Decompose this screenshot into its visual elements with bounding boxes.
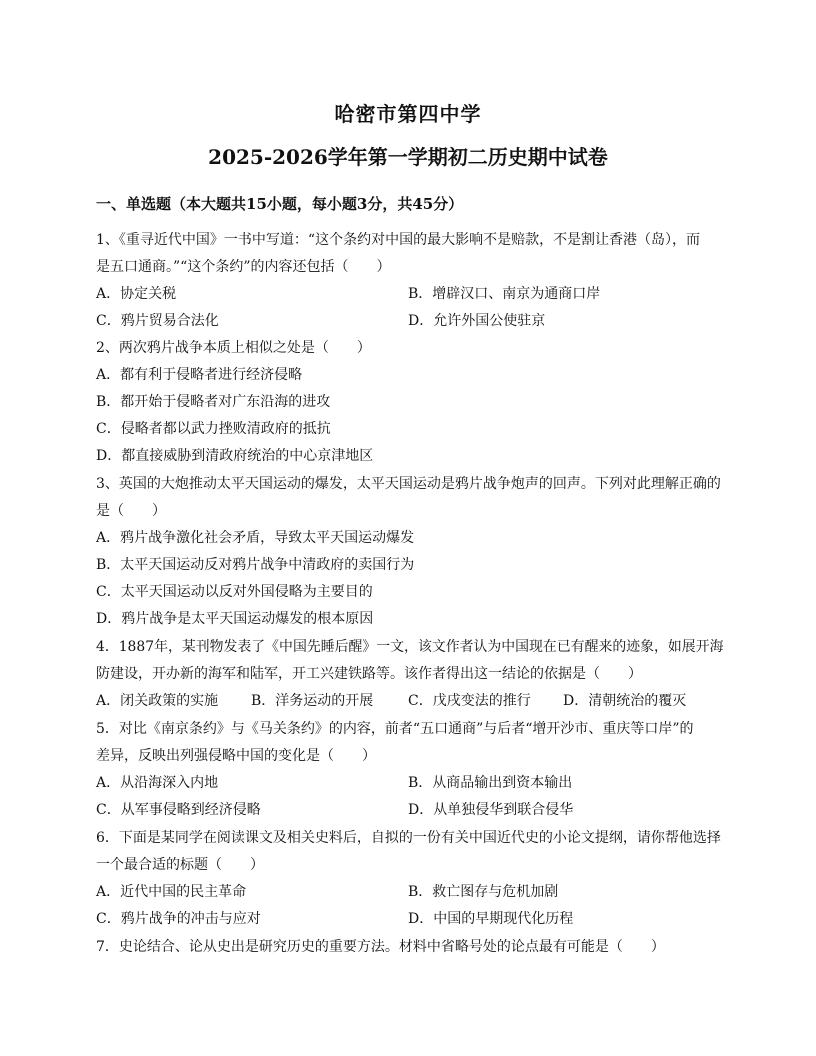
q4-option-c: C．戊戌变法的推行 <box>408 693 531 709</box>
q5-option-c: C．从军事侵略到经济侵略 <box>96 802 261 818</box>
q3-option-a: A．鸦片战争激化社会矛盾，导致太平天国运动爆发 <box>96 530 415 546</box>
q6-option-a: A．近代中国的民主革命 <box>96 884 247 900</box>
q1-option-b: B．增辟汉口、南京为通商口岸 <box>408 286 601 302</box>
q2-option-c: C．侵略者都以武力挫败清政府的抵抗 <box>96 421 331 437</box>
q1-option-d: D．允许外国公使驻京 <box>408 313 546 329</box>
question-4-line-1: 4．1887年，某刊物发表了《中国先睡后醒》一文，该文作者认为中国现在已有醒来的迹象，如展开海 <box>96 639 724 655</box>
question-3-line-1: 3、英国的大炮推动太平天国运动的爆发，太平天国运动是鸦片战争炮声的回声。下列对此理解正确的 <box>96 476 721 492</box>
q5-option-b: B．从商品输出到资本输出 <box>408 775 573 791</box>
q5-option-a: A．从沿海深入内地 <box>96 775 219 791</box>
q2-option-a: A．都有利于侵略者进行经济侵略 <box>96 367 303 383</box>
question-5-line-1: 5．对比《南京条约》与《马关条约》的内容，前者“五口通商”与后者“增开沙市、重庆等口岸”的 <box>96 721 694 737</box>
question-6-line-1: 6．下面是某同学在阅读课文及相关史料后，自拟的一份有关中国近代史的小论文提纲，请你帮他选择 <box>96 830 721 846</box>
q6-option-d: D．中国的早期现代化历程 <box>408 911 574 927</box>
q6-option-c: C．鸦片战争的冲击与应对 <box>96 911 261 927</box>
q4-option-d: D．清朝统治的覆灭 <box>563 693 687 709</box>
q1-option-c: C．鸦片贸易合法化 <box>96 313 219 329</box>
exam-title: 2025-2026学年第一学期初二历史期中试卷 <box>208 145 608 169</box>
question-7-line-1: 7．史论结合、论从史出是研究历史的重要方法。材料中省略号处的论点最有可能是（ ） <box>96 939 665 955</box>
question-4-line-2: 防建设，开办新的海军和陆军，开工兴建铁路等。该作者得出这一结论的依据是（ ） <box>96 666 642 682</box>
q4-option-a: A．闭关政策的实施 <box>96 693 219 709</box>
q1-option-a: A．协定关税 <box>96 286 177 302</box>
question-5-line-2: 差异，反映出列强侵略中国的变化是（ ） <box>96 748 376 764</box>
q2-option-b: B．都开始于侵略者对广东沿海的进攻 <box>96 394 331 410</box>
question-6-line-2: 一个最合适的标题（ ） <box>96 857 264 873</box>
question-3-line-2: 是（ ） <box>96 503 166 519</box>
q6-option-b: B．救亡图存与危机加剧 <box>408 884 559 900</box>
question-1-line-1: 1、《重寻近代中国》一书中写道：“这个条约对中国的最大影响不是赔款，不是割让香港（岛），而 <box>96 232 701 248</box>
q5-option-d: D．从单独侵华到联合侵华 <box>408 802 574 818</box>
question-1-line-2: 是五口通商。”“这个条约”的内容还包括（ ） <box>96 259 391 275</box>
q2-option-d: D．都直接威胁到清政府统治的中心京津地区 <box>96 448 374 464</box>
q4-option-b: B．洋务运动的开展 <box>251 693 374 709</box>
school-title: 哈密市第四中学 <box>334 102 482 126</box>
section-heading: 一、单选题（本大题共15小题，每小题3分，共45分） <box>96 195 464 213</box>
q3-option-d: D．鸦片战争是太平天国运动爆发的根本原因 <box>96 611 374 627</box>
q3-option-c: C．太平天国运动以反对外国侵略为主要目的 <box>96 584 373 600</box>
question-2-line-1: 2、两次鸦片战争本质上相似之处是（ ） <box>96 340 371 356</box>
q3-option-b: B．太平天国运动反对鸦片战争中清政府的卖国行为 <box>96 557 415 573</box>
